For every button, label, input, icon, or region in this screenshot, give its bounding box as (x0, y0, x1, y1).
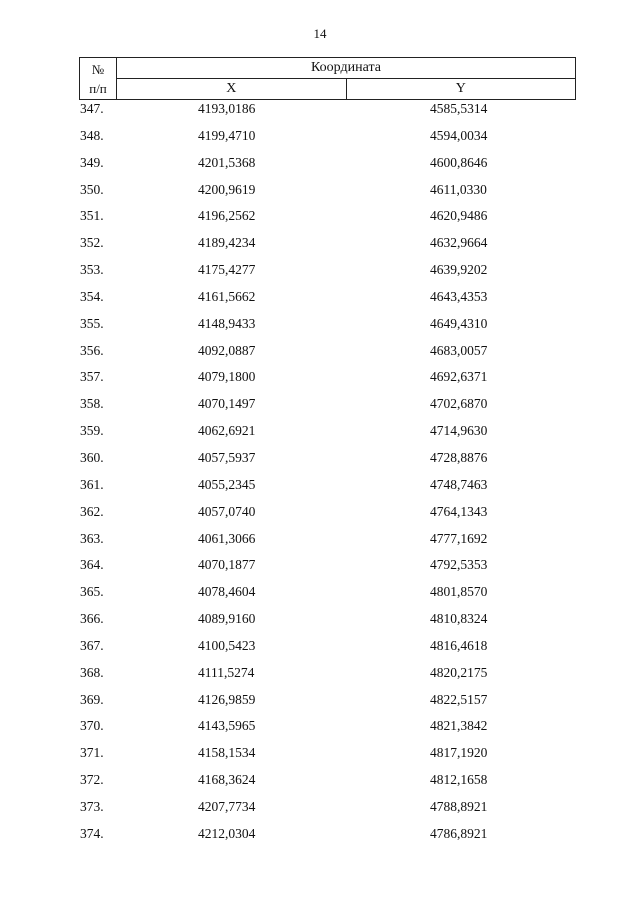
table-row (0, 315, 640, 342)
x-value: 4079,1800 (198, 369, 256, 385)
table-row (0, 717, 640, 744)
row-number-label: п/п (89, 80, 107, 96)
x-value: 4200,9619 (198, 181, 256, 197)
y-value: 4620,9486 (430, 208, 488, 224)
y-value: 4632,9664 (430, 235, 488, 251)
x-value: 4057,0740 (198, 503, 256, 519)
row-number: 374. (80, 825, 104, 841)
y-value: 4817,1920 (430, 745, 488, 761)
row-number: 366. (80, 611, 104, 627)
y-value: 4594,0034 (430, 127, 488, 143)
y-value: 4816,4618 (430, 637, 488, 653)
y-value: 4639,9202 (430, 262, 488, 278)
y-value: 4786,8921 (430, 825, 488, 841)
y-value: 4801,8570 (430, 584, 488, 600)
table-row (0, 503, 640, 530)
x-value: 4078,4604 (198, 584, 256, 600)
row-number: 350. (80, 181, 104, 197)
row-number: 363. (80, 530, 104, 546)
row-number: 370. (80, 718, 104, 734)
number-sign: № (91, 61, 105, 77)
x-value: 4089,9160 (198, 611, 256, 627)
y-value: 4714,9630 (430, 423, 488, 439)
y-column-header: Y (346, 79, 576, 100)
x-value: 4062,6921 (198, 423, 256, 439)
y-value: 4788,8921 (430, 798, 488, 814)
row-number: 369. (80, 691, 104, 707)
coordinates-rows (0, 100, 640, 852)
row-number: 373. (80, 798, 104, 814)
x-value: 4161,5662 (198, 288, 256, 304)
table-row (0, 825, 640, 852)
row-number: 367. (80, 637, 104, 653)
table-row (0, 771, 640, 798)
table-row (0, 368, 640, 395)
x-value: 4100,5423 (198, 637, 256, 653)
x-value: 4207,7734 (198, 798, 256, 814)
y-value: 4748,7463 (430, 476, 488, 492)
y-value: 4812,1658 (430, 772, 488, 788)
row-number: 361. (80, 476, 104, 492)
coordinates-table-header (79, 57, 576, 100)
row-number: 372. (80, 772, 104, 788)
table-row (0, 610, 640, 637)
row-number: 352. (80, 235, 104, 251)
table-row (0, 288, 640, 315)
table-row (0, 127, 640, 154)
x-value: 4199,4710 (198, 127, 256, 143)
row-number: 353. (80, 262, 104, 278)
row-number: 347. (80, 101, 104, 116)
x-value: 4126,9859 (198, 691, 256, 707)
table-row (0, 691, 640, 718)
y-value: 4820,2175 (430, 664, 488, 680)
y-value: 4649,4310 (430, 315, 488, 331)
y-value: 4600,8646 (430, 154, 488, 170)
page-number: 14 (313, 26, 327, 41)
x-value: 4055,2345 (198, 476, 256, 492)
y-value: 4643,4353 (430, 288, 488, 304)
x-value: 4193,0186 (198, 101, 256, 116)
x-value: 4148,9433 (198, 315, 256, 331)
row-number: 371. (80, 745, 104, 761)
table-row (0, 798, 640, 825)
row-number: 351. (80, 208, 104, 224)
row-number: 354. (80, 288, 104, 304)
table-row (0, 342, 640, 369)
row-number-header (80, 58, 117, 100)
y-value: 4611,0330 (430, 181, 487, 197)
table-row (0, 395, 640, 422)
x-value: 4143,5965 (198, 718, 256, 734)
x-value: 4057,5937 (198, 449, 256, 465)
x-column-header: X (117, 79, 347, 100)
x-value: 4212,0304 (198, 825, 256, 841)
row-number: 364. (80, 557, 104, 573)
x-value: 4061,3066 (198, 530, 256, 546)
y-value: 4764,1343 (430, 503, 488, 519)
x-value: 4189,4234 (198, 235, 256, 251)
table-row (0, 422, 640, 449)
row-number: 357. (80, 369, 104, 385)
y-value: 4822,5157 (430, 691, 488, 707)
table-row (0, 234, 640, 261)
x-value: 4092,0887 (198, 342, 256, 358)
table-row (0, 530, 640, 557)
table-row (0, 637, 640, 664)
table-row (0, 154, 640, 181)
row-number: 368. (80, 664, 104, 680)
row-number: 355. (80, 315, 104, 331)
table-row (0, 261, 640, 288)
x-value: 4175,4277 (198, 262, 256, 278)
table-row (0, 556, 640, 583)
x-value: 4070,1877 (198, 557, 256, 573)
coordinate-header: Координата (117, 58, 576, 79)
table-row (0, 583, 640, 610)
row-number: 358. (80, 396, 104, 412)
x-value: 4070,1497 (198, 396, 256, 412)
row-number: 365. (80, 584, 104, 600)
row-number: 359. (80, 423, 104, 439)
x-value: 4196,2562 (198, 208, 256, 224)
y-value: 4692,6371 (430, 369, 488, 385)
y-value: 4810,8324 (430, 611, 488, 627)
y-value: 4728,8876 (430, 449, 488, 465)
x-value: 4158,1534 (198, 745, 256, 761)
table-row (0, 664, 640, 691)
x-value: 4201,5368 (198, 154, 256, 170)
table-row (0, 449, 640, 476)
y-value: 4821,3842 (430, 718, 488, 734)
y-value: 4777,1692 (430, 530, 488, 546)
row-number: 362. (80, 503, 104, 519)
y-value: 4702,6870 (430, 396, 488, 412)
row-number: 356. (80, 342, 104, 358)
x-value: 4111,5274 (198, 664, 255, 680)
y-value: 4585,5314 (430, 101, 488, 116)
table-row (0, 207, 640, 234)
row-number: 349. (80, 154, 104, 170)
table-row (0, 744, 640, 771)
table-row (0, 100, 640, 127)
y-value: 4683,0057 (430, 342, 488, 358)
table-row (0, 476, 640, 503)
y-value: 4792,5353 (430, 557, 488, 573)
x-value: 4168,3624 (198, 772, 256, 788)
table-row (0, 181, 640, 208)
row-number: 360. (80, 449, 104, 465)
row-number: 348. (80, 127, 104, 143)
